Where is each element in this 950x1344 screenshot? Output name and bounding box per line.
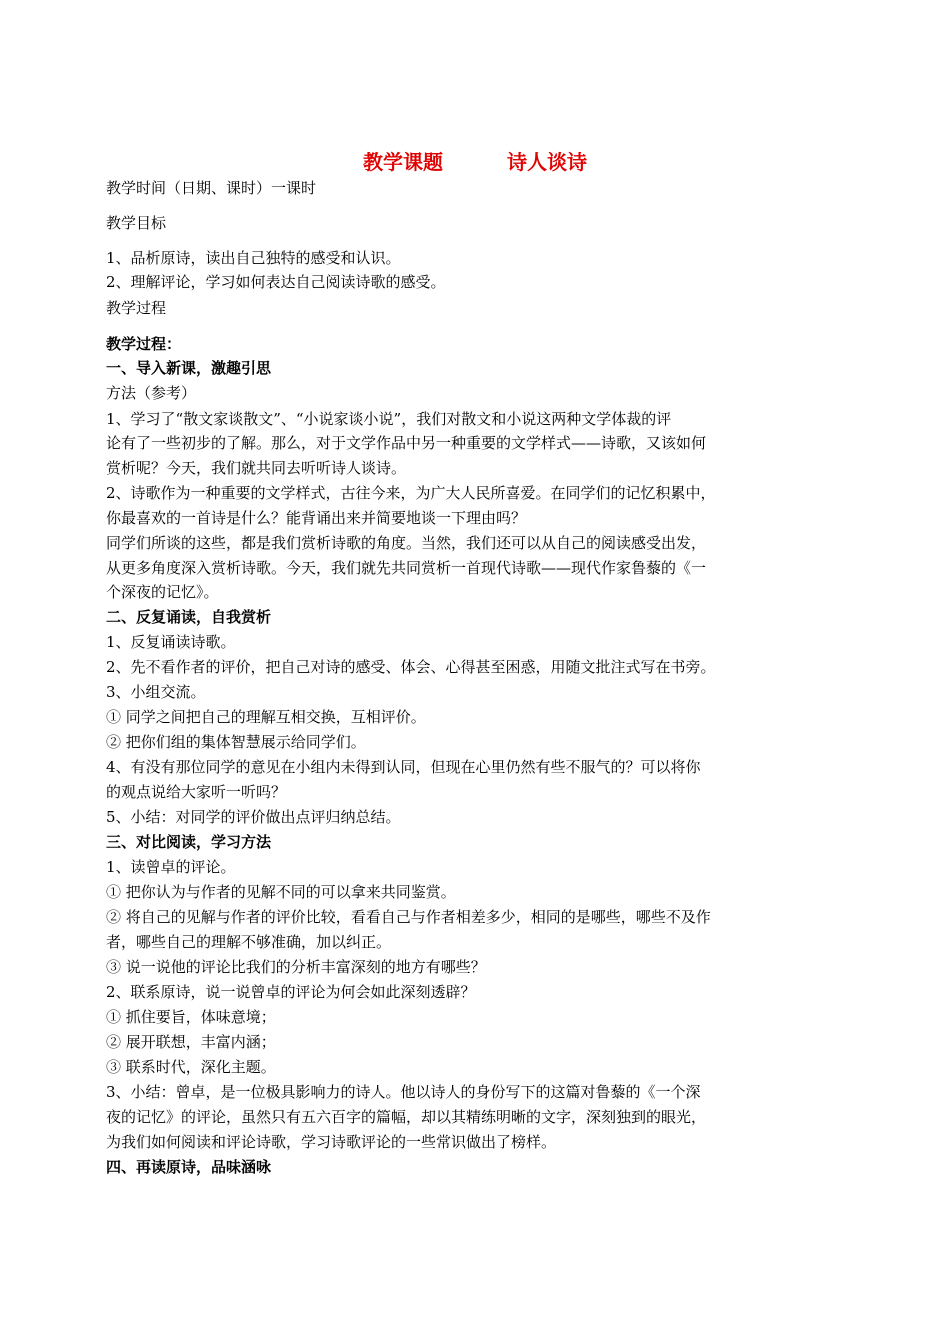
paragraph-line: 1、学习了“散文家谈散文”、“小说家谈小说”，我们对散文和小说这两种文学体裁的评 <box>106 410 672 428</box>
goals-heading: 教学目标 <box>106 214 167 232</box>
list-item: ② 把你们组的集体智慧展示给同学们。 <box>106 733 366 751</box>
list-item: 为我们如何阅读和评论诗歌，学习诗歌评论的一些常识做出了榜样。 <box>106 1133 557 1151</box>
list-item: ② 将自己的见解与作者的评价比较，看看自己与作者相差多少，相同的是哪些，哪些不及作 <box>106 908 711 926</box>
paragraph-line: 从更多角度深入赏析诗歌。今天，我们就先共同赏析一首现代诗歌——现代作家鲁藜的《一 <box>106 559 707 577</box>
list-item: ① 把你认为与作者的见解不同的可以拿来共同鉴赏。 <box>106 883 456 901</box>
list-item: 1、读曾卓的评论。 <box>106 858 236 876</box>
title-label: 教学课题 <box>363 150 443 174</box>
list-item: 3、小组交流。 <box>106 683 206 701</box>
list-item: ② 展开联想，丰富内涵； <box>106 1033 276 1051</box>
section-1-heading: 一、导入新课，激趣引思 <box>106 359 272 377</box>
list-item: 1、反复诵读诗歌。 <box>106 633 236 651</box>
paragraph-line: 论有了一些初步的了解。那么，对于文学作品中另一种重要的文学样式——诗歌，又该如何 <box>106 434 707 452</box>
list-item: 者，哪些自己的理解不够准确，加以纠正。 <box>106 933 392 951</box>
paragraph-line: 你最喜欢的一首诗是什么？能背诵出来并简要地谈一下理由吗？ <box>106 509 527 527</box>
process-heading: 教学过程 <box>106 299 167 317</box>
teaching-time: 教学时间（日期、课时）一课时 <box>106 179 317 197</box>
paragraph-line: 2、诗歌作为一种重要的文学样式，古往今来，为广大人民所喜爱。在同学们的记忆积累中， <box>106 484 716 502</box>
section-4-heading: 四、再读原诗，品味涵咏 <box>106 1158 272 1176</box>
list-item: ① 同学之间把自己的理解互相交换，互相评价。 <box>106 708 426 726</box>
list-item: ③ 联系时代，深化主题。 <box>106 1058 276 1076</box>
list-item: 5、小结：对同学的评价做出点评归纳总结。 <box>106 808 401 826</box>
list-item: 3、小结：曾卓，是一位极具影响力的诗人。他以诗人的身份写下的这篇对鲁藜的《一个深 <box>106 1083 701 1101</box>
title-topic: 诗人谈诗 <box>507 150 587 174</box>
lesson-title <box>0 148 950 176</box>
paragraph-line: 赏析呢？今天，我们就共同去听听诗人谈诗。 <box>106 459 407 477</box>
paragraph-line: 个深夜的记忆》。 <box>106 583 219 601</box>
list-item: ① 抓住要旨，体味意境； <box>106 1008 276 1026</box>
list-item: 的观点说给大家听一听吗？ <box>106 783 287 801</box>
list-item: 2、先不看作者的评价，把自己对诗的感受、体会、心得甚至困惑，用随文批注式写在书旁。 <box>106 658 716 676</box>
list-item: ③ 说一说他的评论比我们的分析丰富深刻的地方有哪些？ <box>106 958 486 976</box>
list-item: 2、联系原诗，说一说曾卓的评论为何会如此深刻透辟？ <box>106 983 476 1001</box>
list-item: 夜的记忆》的评论，虽然只有五六百字的篇幅，却以其精练明晰的文字，深刻独到的眼光， <box>106 1108 707 1126</box>
process-heading-bold: 教学过程： <box>106 335 182 353</box>
goal-2: 2、理解评论，学习如何表达自己阅读诗歌的感受。 <box>106 273 446 291</box>
section-3-heading: 三、对比阅读，学习方法 <box>106 833 272 851</box>
goal-1: 1、品析原诗，读出自己独特的感受和认识。 <box>106 249 401 267</box>
list-item: 4、有没有那位同学的意见在小组内未得到认同，但现在心里仍然有些不服气的？可以将你 <box>106 758 701 776</box>
section-2-heading: 二、反复诵读，自我赏析 <box>106 608 272 626</box>
paragraph-line: 同学们所谈的这些，都是我们赏析诗歌的角度。当然，我们还可以从自己的阅读感受出发， <box>106 534 707 552</box>
method-note: 方法（参考） <box>106 384 197 402</box>
